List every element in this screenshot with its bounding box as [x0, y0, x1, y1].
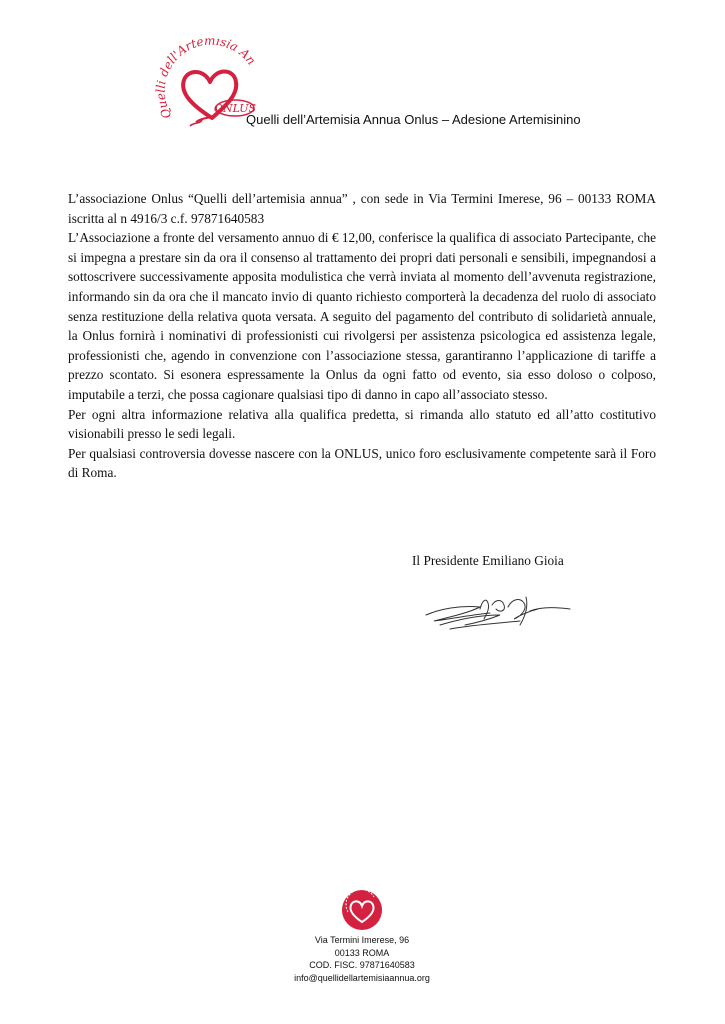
footer-contact [262, 934, 462, 984]
footer-city: 00133 ROMA [334, 947, 390, 958]
logo-badge-text: ONLUS [213, 102, 257, 115]
paragraph: Per ogni altra informazione relativa alla qualifica predetta, si rimanda allo statuto ed all’atto costitutivo visionabili presso le sedi legali. [68, 406, 656, 442]
footer-address: Via Termini Imerese, 96 [314, 935, 410, 945]
page-title: Quelli dell’Artemisia Annua Onlus – Adesione Artemisinino [246, 112, 581, 127]
footer-email: info@quellidellartemisiaannua.org [294, 972, 430, 983]
footer-tax-code: COD. FISC. 97871640583 [309, 960, 415, 970]
president-name: Il Presidente Emiliano Gioia [412, 553, 564, 568]
paragraph: L’associazione Onlus “Quelli dell’artemisia annua” , con sede in Via Termini Imerese, 96 – 00133 ROMA iscritta al n 4916/3 c.f. 97871640583 [68, 191, 656, 226]
logo-arc-text: Quelli dell'Artemisia An [153, 38, 259, 122]
paragraph: Per qualsiasi controversia dovesse nascere con la ONLUS, unico foro esclusivamente competente sarà il Foro di Roma. [68, 445, 656, 481]
document-body [68, 189, 656, 483]
footer-logo [340, 888, 384, 932]
handwritten-signature [420, 585, 580, 635]
paragraph: L’Associazione a fronte del versamento annuo di € 12,00, conferisce la qualifica di associato Partecipante, che si impegna a prestare sin da ora il consenso al trattamento dei propri dati personali e sensibili, impegnandosi a sottoscrivere successivamente apposita modulistica che verrà inviata al momento dell’avvenuta registrazione, informando sin da ora che il mancato invio di quanto richiesto comporterà la decadenza del ruolo di associato senza restituzione della relativa quota versata. A seguito del pagamento del contributo di solidarietà annuale, la Onlus fornirà i nominativi di professionisti cui rivolgersi per assistenza psicologica ed assistenza legale, professionisti che, agendo in convenzione con l’associazione stessa, garantiranno l’applicazione di tariffe a prezzo scontato. Si esonera espressamente la Onlus da ogni fatto od evento, sia esso doloso o colposo, imputabile a terzi, che possa cagionare qualsiasi tipo di danno in capo all’associato stesso. [68, 230, 656, 402]
